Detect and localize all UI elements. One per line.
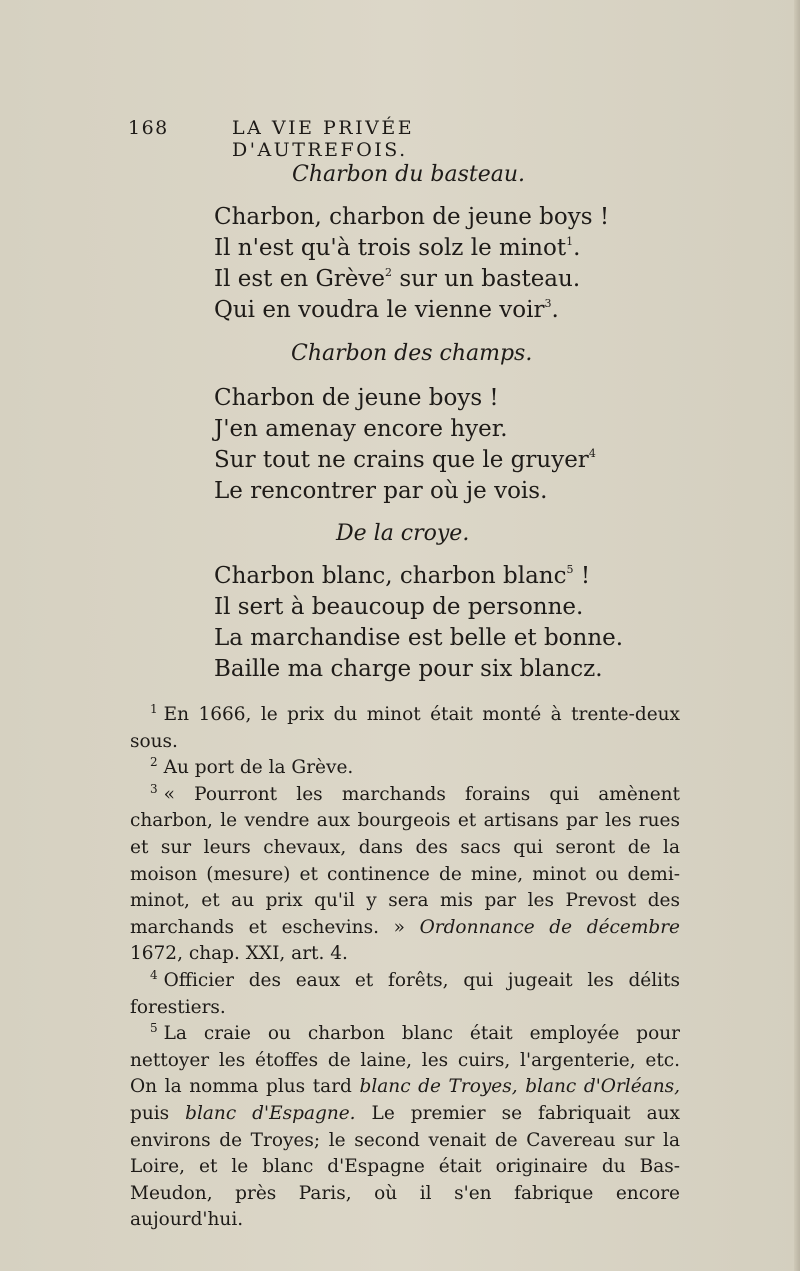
footnote-number: 5 bbox=[150, 1021, 158, 1036]
verse-line: Il n'est qu'à trois solz le minot$^1$. bbox=[214, 235, 581, 261]
note-ref[interactable]: 4 bbox=[588, 447, 596, 460]
footnote: $^1$ En 1666, le prix du minot était monté à trente-deux sous. bbox=[130, 702, 680, 752]
verse-stanza bbox=[214, 561, 623, 685]
footnote-number: 1 bbox=[150, 702, 158, 716]
verse-line: Charbon blanc, charbon blanc$^5$ ! bbox=[214, 563, 591, 589]
verse-line: Baille ma charge pour six blancz. bbox=[214, 656, 603, 682]
verse-line: Charbon de jeune boys ! bbox=[214, 385, 499, 411]
verse-line: J'en amenay encore hyer. bbox=[214, 416, 508, 442]
footnote: $^4$ Officier des eaux et forêts, qui jugeait les délits forestiers. bbox=[130, 967, 680, 1018]
verse-line: Charbon, charbon de jeune boys ! bbox=[214, 204, 610, 230]
footnote-number: 2 bbox=[150, 755, 158, 770]
section-heading: Charbon des champs. bbox=[291, 341, 533, 366]
page-edge bbox=[794, 0, 800, 1271]
verse-stanza bbox=[214, 202, 609, 326]
footnote-number: 4 bbox=[150, 967, 158, 982]
note-ref[interactable]: 1 bbox=[566, 235, 574, 248]
note-ref[interactable]: 3 bbox=[544, 297, 552, 310]
footnote: $^2$ Au port de la Grève. bbox=[150, 755, 354, 779]
running-title: LA VIE PRIVÉE D'AUTREFOIS. bbox=[232, 117, 415, 161]
section-heading: Charbon du basteau. bbox=[292, 162, 525, 187]
footnote-source: Ordonnance de décembre bbox=[419, 916, 681, 938]
verse-line: Il sert à beaucoup de personne. bbox=[214, 594, 584, 620]
verse-line: Le rencontrer par où je vois. bbox=[214, 478, 548, 504]
verse-line: Il est en Grève$^2$ sur un basteau. bbox=[214, 266, 581, 292]
footnotes bbox=[130, 702, 680, 1234]
note-ref[interactable]: 2 bbox=[385, 266, 393, 279]
page-number: 168 bbox=[128, 117, 169, 139]
verse-line: Sur tout ne crains que le gruyer$^4$ bbox=[214, 447, 596, 473]
verse-line: Qui en voudra le vienne voir$^3$. bbox=[214, 297, 559, 323]
footnote-number: 3 bbox=[150, 781, 158, 796]
footnote: $^3$ « Pourront les marchands forains qui amènent charbon, le vendre aux bourgeois et artisans par les rues et sur leurs chevaux, dans des sacs qui seront de la moison (mesure) et continence de mine, minot ou demi-minot, et au prix qu'il y sera mis par les Prevost des marchands et eschevins. » Ordonnance de décembre 1672, chap. XXI, art. 4. bbox=[130, 781, 681, 965]
note-ref[interactable]: 5 bbox=[566, 563, 574, 576]
section-heading: De la croye. bbox=[336, 521, 470, 546]
verse-line: La marchandise est belle et bonne. bbox=[214, 625, 624, 651]
verse-stanza bbox=[214, 383, 596, 507]
footnote: $^5$ La craie ou charbon blanc était employée pour nettoyer les étoffes de laine, les cuirs, l'argenterie, etc. On la nomma plus tard blanc de Troyes, blanc d'Orléans, puis blanc d'Espagne. Le premier se fabriquait aux environs de Troyes; le second venait de Cavereau sur la Loire, et le blanc d'Espagne était originaire du Bas-Meudon, près Paris, où il s'en fabrique encore aujourd'hui. bbox=[130, 1021, 680, 1231]
